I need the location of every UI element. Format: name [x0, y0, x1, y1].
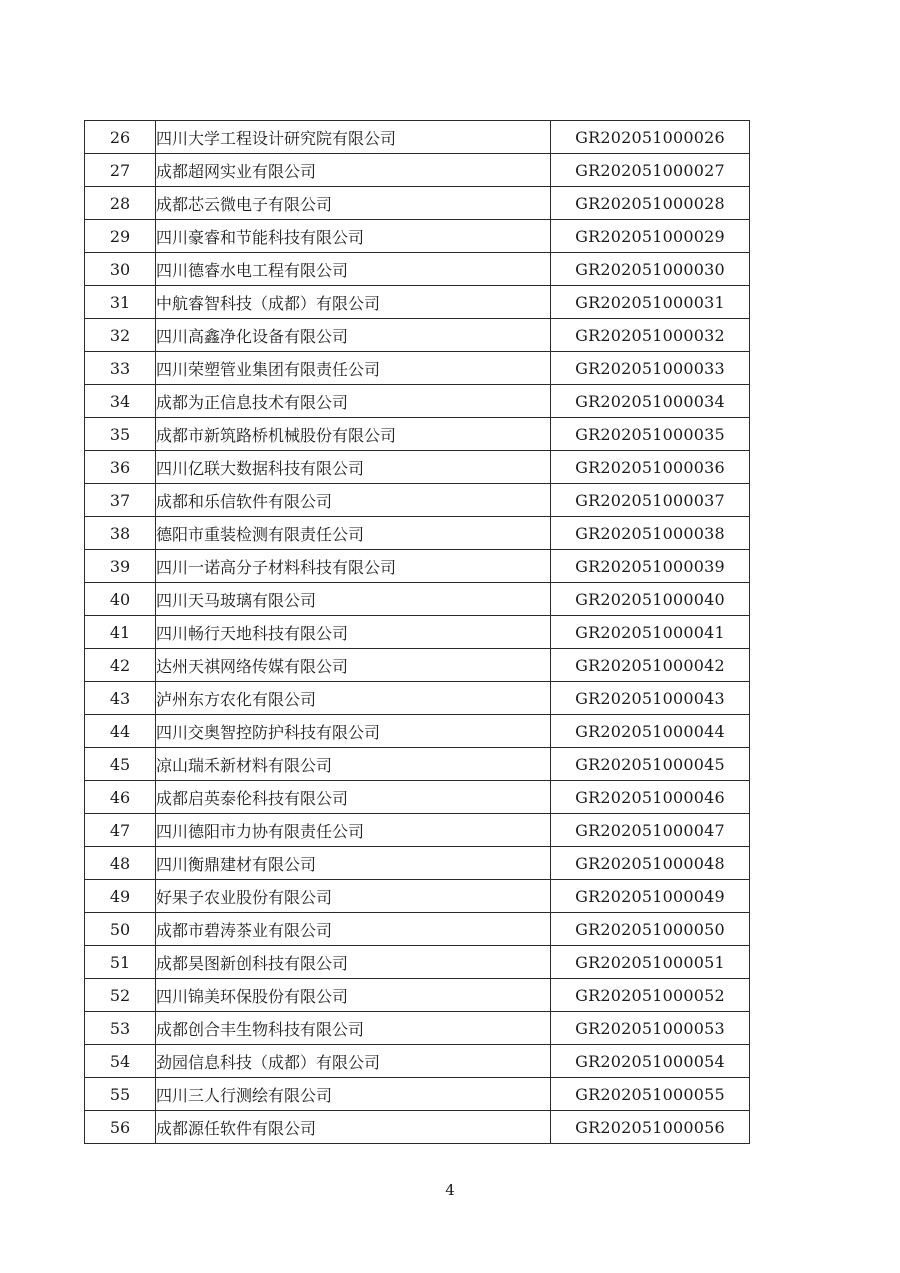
- certificate-code: GR202051000028: [551, 187, 750, 220]
- company-name: 成都启英泰伦科技有限公司: [156, 781, 551, 814]
- company-name: 成都芯云微电子有限公司: [156, 187, 551, 220]
- row-index: 40: [85, 583, 156, 616]
- certificate-code: GR202051000039: [551, 550, 750, 583]
- company-name: 成都超网实业有限公司: [156, 154, 551, 187]
- row-index: 36: [85, 451, 156, 484]
- certificate-code: GR202051000036: [551, 451, 750, 484]
- row-index: 34: [85, 385, 156, 418]
- company-name: 泸州东方农化有限公司: [156, 682, 551, 715]
- certificate-code: GR202051000050: [551, 913, 750, 946]
- row-index: 43: [85, 682, 156, 715]
- certificate-code: GR202051000040: [551, 583, 750, 616]
- company-name: 四川亿联大数据科技有限公司: [156, 451, 551, 484]
- table-row: [85, 154, 750, 187]
- certificate-code: GR202051000047: [551, 814, 750, 847]
- table-row: [85, 1012, 750, 1045]
- table-row: [85, 1078, 750, 1111]
- certificate-code: GR202051000033: [551, 352, 750, 385]
- certificate-code: GR202051000052: [551, 979, 750, 1012]
- table-row: [85, 781, 750, 814]
- company-name: 四川豪睿和节能科技有限公司: [156, 220, 551, 253]
- company-name: 四川锦美环保股份有限公司: [156, 979, 551, 1012]
- page-number: 4: [445, 1181, 455, 1199]
- table-row: [85, 517, 750, 550]
- row-index: 39: [85, 550, 156, 583]
- table-row: [85, 286, 750, 319]
- company-name: 中航睿智科技（成都）有限公司: [156, 286, 551, 319]
- table-row: [85, 550, 750, 583]
- row-index: 49: [85, 880, 156, 913]
- certificate-code: GR202051000049: [551, 880, 750, 913]
- certificate-code: GR202051000026: [551, 121, 750, 154]
- company-name: 四川一诺高分子材料科技有限公司: [156, 550, 551, 583]
- company-name: 四川畅行天地科技有限公司: [156, 616, 551, 649]
- company-name: 成都为正信息技术有限公司: [156, 385, 551, 418]
- table-row: [85, 715, 750, 748]
- row-index: 51: [85, 946, 156, 979]
- certificate-code: GR202051000056: [551, 1111, 750, 1144]
- table-row: [85, 1045, 750, 1078]
- table-row: [85, 187, 750, 220]
- table-row: [85, 682, 750, 715]
- table-row: [85, 253, 750, 286]
- company-name: 成都昊图新创科技有限公司: [156, 946, 551, 979]
- company-name: 好果子农业股份有限公司: [156, 880, 551, 913]
- certificate-code: GR202051000048: [551, 847, 750, 880]
- row-index: 48: [85, 847, 156, 880]
- certificate-code: GR202051000044: [551, 715, 750, 748]
- certificate-code: GR202051000051: [551, 946, 750, 979]
- certificate-code: GR202051000034: [551, 385, 750, 418]
- certificate-code: GR202051000042: [551, 649, 750, 682]
- table-row: [85, 748, 750, 781]
- row-index: 55: [85, 1078, 156, 1111]
- certificate-code: GR202051000031: [551, 286, 750, 319]
- row-index: 52: [85, 979, 156, 1012]
- certificate-code: GR202051000029: [551, 220, 750, 253]
- table-row: [85, 352, 750, 385]
- table-row: [85, 814, 750, 847]
- company-name: 四川天马玻璃有限公司: [156, 583, 551, 616]
- certificate-code: GR202051000041: [551, 616, 750, 649]
- table-row: [85, 583, 750, 616]
- table-row: [85, 319, 750, 352]
- table-row: [85, 220, 750, 253]
- company-name: 劲园信息科技（成都）有限公司: [156, 1045, 551, 1078]
- company-name: 四川德睿水电工程有限公司: [156, 253, 551, 286]
- certificate-code: GR202051000045: [551, 748, 750, 781]
- row-index: 53: [85, 1012, 156, 1045]
- company-name: 德阳市重装检测有限责任公司: [156, 517, 551, 550]
- row-index: 38: [85, 517, 156, 550]
- table-row: [85, 385, 750, 418]
- row-index: 37: [85, 484, 156, 517]
- table-row: [85, 649, 750, 682]
- table-row: [85, 979, 750, 1012]
- row-index: 41: [85, 616, 156, 649]
- certificate-code: GR202051000046: [551, 781, 750, 814]
- company-name: 四川衡鼎建材有限公司: [156, 847, 551, 880]
- table-row: [85, 616, 750, 649]
- row-index: 27: [85, 154, 156, 187]
- row-index: 54: [85, 1045, 156, 1078]
- row-index: 42: [85, 649, 156, 682]
- table-row: [85, 121, 750, 154]
- certificate-code: GR202051000037: [551, 484, 750, 517]
- company-name: 四川高鑫净化设备有限公司: [156, 319, 551, 352]
- row-index: 47: [85, 814, 156, 847]
- row-index: 29: [85, 220, 156, 253]
- table-row: [85, 1111, 750, 1144]
- certificate-code: GR202051000055: [551, 1078, 750, 1111]
- row-index: 28: [85, 187, 156, 220]
- row-index: 33: [85, 352, 156, 385]
- row-index: 56: [85, 1111, 156, 1144]
- company-name: 成都源任软件有限公司: [156, 1111, 551, 1144]
- company-name: 成都和乐信软件有限公司: [156, 484, 551, 517]
- table-row: [85, 946, 750, 979]
- company-name: 成都市碧涛茶业有限公司: [156, 913, 551, 946]
- company-name: 成都创合丰生物科技有限公司: [156, 1012, 551, 1045]
- certificate-code: GR202051000038: [551, 517, 750, 550]
- company-name: 四川德阳市力协有限责任公司: [156, 814, 551, 847]
- certificate-code: GR202051000030: [551, 253, 750, 286]
- company-roster-table: [84, 120, 750, 1144]
- row-index: 46: [85, 781, 156, 814]
- company-name: 四川大学工程设计研究院有限公司: [156, 121, 551, 154]
- row-index: 32: [85, 319, 156, 352]
- certificate-code: GR202051000043: [551, 682, 750, 715]
- certificate-code: GR202051000035: [551, 418, 750, 451]
- table-row: [85, 484, 750, 517]
- company-name: 四川荣塑管业集团有限责任公司: [156, 352, 551, 385]
- table-row: [85, 451, 750, 484]
- row-index: 31: [85, 286, 156, 319]
- row-index: 45: [85, 748, 156, 781]
- company-name: 达州天祺网络传媒有限公司: [156, 649, 551, 682]
- row-index: 50: [85, 913, 156, 946]
- company-name: 凉山瑞禾新材料有限公司: [156, 748, 551, 781]
- row-index: 35: [85, 418, 156, 451]
- table-row: [85, 418, 750, 451]
- table-row: [85, 913, 750, 946]
- company-name: 成都市新筑路桥机械股份有限公司: [156, 418, 551, 451]
- row-index: 30: [85, 253, 156, 286]
- certificate-code: GR202051000054: [551, 1045, 750, 1078]
- certificate-code: GR202051000032: [551, 319, 750, 352]
- row-index: 26: [85, 121, 156, 154]
- row-index: 44: [85, 715, 156, 748]
- company-name: 四川三人行测绘有限公司: [156, 1078, 551, 1111]
- company-name: 四川交奥智控防护科技有限公司: [156, 715, 551, 748]
- certificate-code: GR202051000027: [551, 154, 750, 187]
- table-row: [85, 847, 750, 880]
- roster-body: [85, 121, 750, 1144]
- table-row: [85, 880, 750, 913]
- certificate-code: GR202051000053: [551, 1012, 750, 1045]
